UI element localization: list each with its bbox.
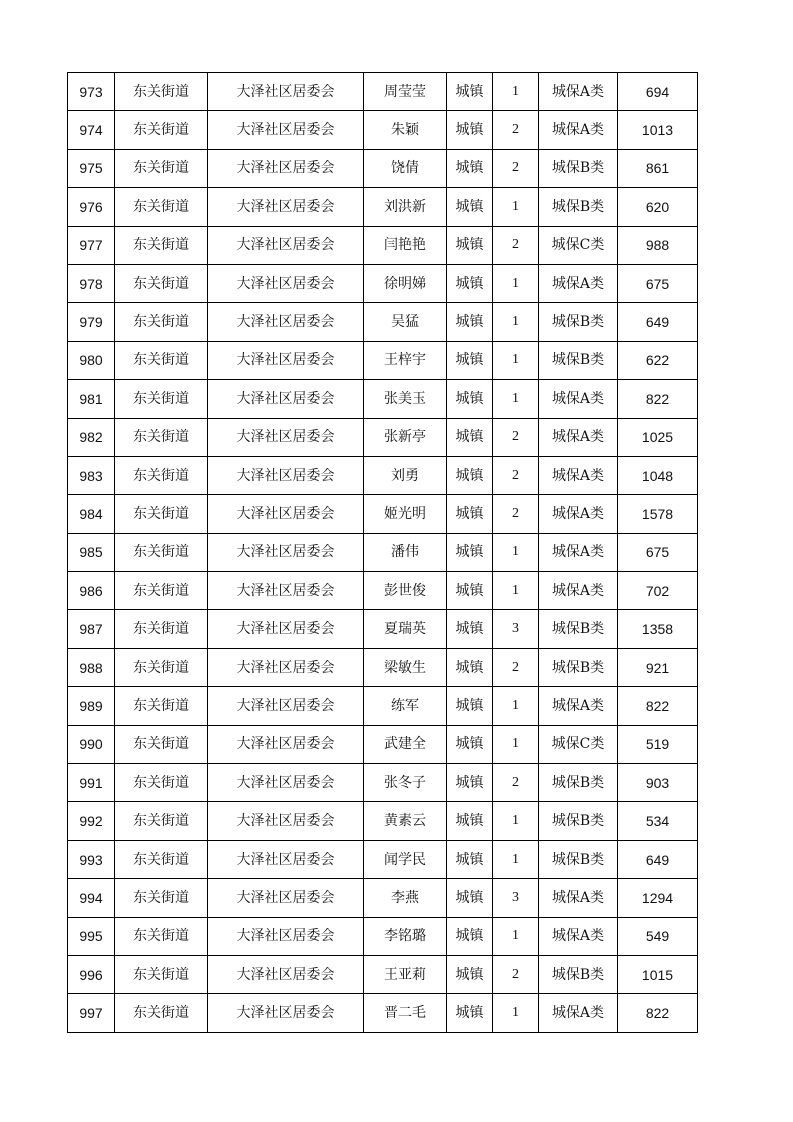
residence-type: 城镇 (447, 725, 493, 763)
assistance-category: 城保B类 (539, 341, 618, 379)
residence-type: 城镇 (447, 994, 493, 1032)
assistance-category: 城保A类 (539, 687, 618, 725)
assistance-amount: 822 (618, 994, 698, 1032)
recipient-name: 晋二毛 (364, 994, 447, 1032)
table-row (68, 418, 698, 456)
recipient-name: 刘勇 (364, 456, 447, 494)
row-number: 993 (68, 840, 115, 878)
street-name: 东关街道 (115, 802, 208, 840)
assistance-category: 城保B类 (539, 840, 618, 878)
assistance-category: 城保B类 (539, 303, 618, 341)
residence-type: 城镇 (447, 533, 493, 571)
community-name: 大泽社区居委会 (208, 840, 364, 878)
table-row (68, 111, 698, 149)
table-row (68, 955, 698, 993)
recipient-name: 刘洪新 (364, 188, 447, 226)
assistance-category: 城保B类 (539, 149, 618, 187)
assistance-amount: 675 (618, 264, 698, 302)
assistance-category: 城保A类 (539, 73, 618, 111)
row-number: 985 (68, 533, 115, 571)
household-size: 1 (493, 994, 539, 1032)
street-name: 东关街道 (115, 111, 208, 149)
household-size: 2 (493, 955, 539, 993)
assistance-amount: 1013 (618, 111, 698, 149)
residence-type: 城镇 (447, 572, 493, 610)
assistance-category: 城保A类 (539, 111, 618, 149)
recipient-table (67, 72, 698, 1033)
community-name: 大泽社区居委会 (208, 495, 364, 533)
assistance-amount: 1048 (618, 456, 698, 494)
row-number: 991 (68, 764, 115, 802)
table-row (68, 456, 698, 494)
street-name: 东关街道 (115, 840, 208, 878)
street-name: 东关街道 (115, 572, 208, 610)
recipient-name: 饶倩 (364, 149, 447, 187)
assistance-amount: 622 (618, 341, 698, 379)
recipient-name: 潘伟 (364, 533, 447, 571)
community-name: 大泽社区居委会 (208, 188, 364, 226)
row-number: 992 (68, 802, 115, 840)
row-number: 983 (68, 456, 115, 494)
row-number: 978 (68, 264, 115, 302)
residence-type: 城镇 (447, 418, 493, 456)
table-row (68, 802, 698, 840)
household-size: 1 (493, 840, 539, 878)
table-row (68, 188, 698, 226)
household-size: 2 (493, 764, 539, 802)
recipient-name: 张冬子 (364, 764, 447, 802)
community-name: 大泽社区居委会 (208, 226, 364, 264)
community-name: 大泽社区居委会 (208, 418, 364, 456)
assistance-amount: 1025 (618, 418, 698, 456)
household-size: 3 (493, 610, 539, 648)
row-number: 988 (68, 648, 115, 686)
household-size: 2 (493, 149, 539, 187)
row-number: 997 (68, 994, 115, 1032)
row-number: 987 (68, 610, 115, 648)
street-name: 东关街道 (115, 341, 208, 379)
assistance-category: 城保C类 (539, 725, 618, 763)
community-name: 大泽社区居委会 (208, 725, 364, 763)
community-name: 大泽社区居委会 (208, 73, 364, 111)
household-size: 2 (493, 456, 539, 494)
row-number: 974 (68, 111, 115, 149)
street-name: 东关街道 (115, 533, 208, 571)
table-row (68, 495, 698, 533)
community-name: 大泽社区居委会 (208, 380, 364, 418)
assistance-amount: 1015 (618, 955, 698, 993)
row-number: 995 (68, 917, 115, 955)
recipient-name: 李铭璐 (364, 917, 447, 955)
table-row (68, 840, 698, 878)
residence-type: 城镇 (447, 73, 493, 111)
assistance-amount: 549 (618, 917, 698, 955)
assistance-amount: 519 (618, 725, 698, 763)
residence-type: 城镇 (447, 955, 493, 993)
community-name: 大泽社区居委会 (208, 879, 364, 917)
assistance-amount: 649 (618, 840, 698, 878)
assistance-category: 城保B类 (539, 188, 618, 226)
assistance-category: 城保B类 (539, 648, 618, 686)
row-number: 994 (68, 879, 115, 917)
street-name: 东关街道 (115, 687, 208, 725)
household-size: 1 (493, 533, 539, 571)
household-size: 1 (493, 572, 539, 610)
assistance-category: 城保A类 (539, 533, 618, 571)
row-number: 984 (68, 495, 115, 533)
residence-type: 城镇 (447, 303, 493, 341)
table-row (68, 572, 698, 610)
residence-type: 城镇 (447, 802, 493, 840)
community-name: 大泽社区居委会 (208, 802, 364, 840)
assistance-amount: 694 (618, 73, 698, 111)
recipient-name: 王亚莉 (364, 955, 447, 993)
street-name: 东关街道 (115, 495, 208, 533)
row-number: 980 (68, 341, 115, 379)
residence-type: 城镇 (447, 840, 493, 878)
recipient-name: 吴猛 (364, 303, 447, 341)
community-name: 大泽社区居委会 (208, 341, 364, 379)
recipient-name: 夏瑞英 (364, 610, 447, 648)
residence-type: 城镇 (447, 264, 493, 302)
table-row (68, 226, 698, 264)
recipient-name: 张新亭 (364, 418, 447, 456)
street-name: 东关街道 (115, 226, 208, 264)
assistance-category: 城保A类 (539, 380, 618, 418)
table-row (68, 264, 698, 302)
street-name: 东关街道 (115, 456, 208, 494)
community-name: 大泽社区居委会 (208, 264, 364, 302)
recipient-name: 武建全 (364, 725, 447, 763)
table-row (68, 73, 698, 111)
recipient-name: 黄素云 (364, 802, 447, 840)
household-size: 2 (493, 226, 539, 264)
residence-type: 城镇 (447, 149, 493, 187)
recipient-name: 闫艳艳 (364, 226, 447, 264)
assistance-category: 城保C类 (539, 226, 618, 264)
street-name: 东关街道 (115, 188, 208, 226)
residence-type: 城镇 (447, 687, 493, 725)
residence-type: 城镇 (447, 226, 493, 264)
recipient-name: 姬光明 (364, 495, 447, 533)
row-number: 977 (68, 226, 115, 264)
street-name: 东关街道 (115, 418, 208, 456)
street-name: 东关街道 (115, 764, 208, 802)
household-size: 2 (493, 111, 539, 149)
residence-type: 城镇 (447, 380, 493, 418)
assistance-category: 城保A类 (539, 264, 618, 302)
residence-type: 城镇 (447, 111, 493, 149)
table-row (68, 764, 698, 802)
street-name: 东关街道 (115, 73, 208, 111)
assistance-category: 城保A类 (539, 879, 618, 917)
table-row (68, 648, 698, 686)
assistance-category: 城保B类 (539, 764, 618, 802)
community-name: 大泽社区居委会 (208, 917, 364, 955)
recipient-name: 彭世俊 (364, 572, 447, 610)
row-number: 989 (68, 687, 115, 725)
community-name: 大泽社区居委会 (208, 533, 364, 571)
residence-type: 城镇 (447, 495, 493, 533)
assistance-amount: 1358 (618, 610, 698, 648)
household-size: 1 (493, 264, 539, 302)
street-name: 东关街道 (115, 917, 208, 955)
assistance-amount: 822 (618, 687, 698, 725)
table-row (68, 303, 698, 341)
recipient-name: 周莹莹 (364, 73, 447, 111)
household-size: 1 (493, 73, 539, 111)
table-row (68, 994, 698, 1032)
street-name: 东关街道 (115, 303, 208, 341)
assistance-amount: 534 (618, 802, 698, 840)
community-name: 大泽社区居委会 (208, 994, 364, 1032)
street-name: 东关街道 (115, 994, 208, 1032)
street-name: 东关街道 (115, 264, 208, 302)
residence-type: 城镇 (447, 648, 493, 686)
assistance-amount: 1294 (618, 879, 698, 917)
row-number: 981 (68, 380, 115, 418)
street-name: 东关街道 (115, 610, 208, 648)
street-name: 东关街道 (115, 648, 208, 686)
table-row (68, 380, 698, 418)
table-row (68, 725, 698, 763)
community-name: 大泽社区居委会 (208, 303, 364, 341)
household-size: 1 (493, 303, 539, 341)
community-name: 大泽社区居委会 (208, 648, 364, 686)
assistance-amount: 1578 (618, 495, 698, 533)
row-number: 975 (68, 149, 115, 187)
community-name: 大泽社区居委会 (208, 456, 364, 494)
recipient-name: 练军 (364, 687, 447, 725)
residence-type: 城镇 (447, 610, 493, 648)
assistance-amount: 620 (618, 188, 698, 226)
assistance-category: 城保A类 (539, 994, 618, 1032)
street-name: 东关街道 (115, 149, 208, 187)
street-name: 东关街道 (115, 879, 208, 917)
assistance-amount: 921 (618, 648, 698, 686)
row-number: 973 (68, 73, 115, 111)
table-row (68, 341, 698, 379)
row-number: 986 (68, 572, 115, 610)
household-size: 1 (493, 725, 539, 763)
assistance-amount: 861 (618, 149, 698, 187)
assistance-category: 城保A类 (539, 572, 618, 610)
household-size: 3 (493, 879, 539, 917)
assistance-amount: 702 (618, 572, 698, 610)
recipient-name: 闻学民 (364, 840, 447, 878)
row-number: 979 (68, 303, 115, 341)
community-name: 大泽社区居委会 (208, 764, 364, 802)
table-row (68, 610, 698, 648)
table-row (68, 879, 698, 917)
row-number: 990 (68, 725, 115, 763)
assistance-amount: 649 (618, 303, 698, 341)
community-name: 大泽社区居委会 (208, 955, 364, 993)
household-size: 1 (493, 687, 539, 725)
community-name: 大泽社区居委会 (208, 149, 364, 187)
assistance-amount: 988 (618, 226, 698, 264)
recipient-name: 朱颖 (364, 111, 447, 149)
assistance-category: 城保B类 (539, 802, 618, 840)
community-name: 大泽社区居委会 (208, 111, 364, 149)
residence-type: 城镇 (447, 188, 493, 226)
row-number: 976 (68, 188, 115, 226)
community-name: 大泽社区居委会 (208, 610, 364, 648)
residence-type: 城镇 (447, 456, 493, 494)
assistance-category: 城保A类 (539, 418, 618, 456)
assistance-category: 城保A类 (539, 495, 618, 533)
assistance-amount: 822 (618, 380, 698, 418)
street-name: 东关街道 (115, 380, 208, 418)
street-name: 东关街道 (115, 725, 208, 763)
residence-type: 城镇 (447, 917, 493, 955)
assistance-category: 城保A类 (539, 917, 618, 955)
community-name: 大泽社区居委会 (208, 572, 364, 610)
assistance-category: 城保A类 (539, 456, 618, 494)
assistance-category: 城保B类 (539, 610, 618, 648)
household-size: 1 (493, 917, 539, 955)
household-size: 1 (493, 341, 539, 379)
table-row (68, 533, 698, 571)
recipient-name: 王梓宇 (364, 341, 447, 379)
assistance-category: 城保B类 (539, 955, 618, 993)
residence-type: 城镇 (447, 341, 493, 379)
row-number: 996 (68, 955, 115, 993)
household-size: 1 (493, 380, 539, 418)
street-name: 东关街道 (115, 955, 208, 993)
assistance-amount: 675 (618, 533, 698, 571)
residence-type: 城镇 (447, 879, 493, 917)
community-name: 大泽社区居委会 (208, 687, 364, 725)
table-row (68, 149, 698, 187)
household-size: 2 (493, 418, 539, 456)
household-size: 2 (493, 495, 539, 533)
recipient-name: 梁敏生 (364, 648, 447, 686)
table-row (68, 917, 698, 955)
table-body (68, 73, 698, 1033)
assistance-amount: 903 (618, 764, 698, 802)
recipient-name: 徐明娣 (364, 264, 447, 302)
row-number: 982 (68, 418, 115, 456)
table-row (68, 687, 698, 725)
household-size: 1 (493, 802, 539, 840)
recipient-name: 李燕 (364, 879, 447, 917)
recipient-name: 张美玉 (364, 380, 447, 418)
residence-type: 城镇 (447, 764, 493, 802)
household-size: 1 (493, 188, 539, 226)
household-size: 2 (493, 648, 539, 686)
